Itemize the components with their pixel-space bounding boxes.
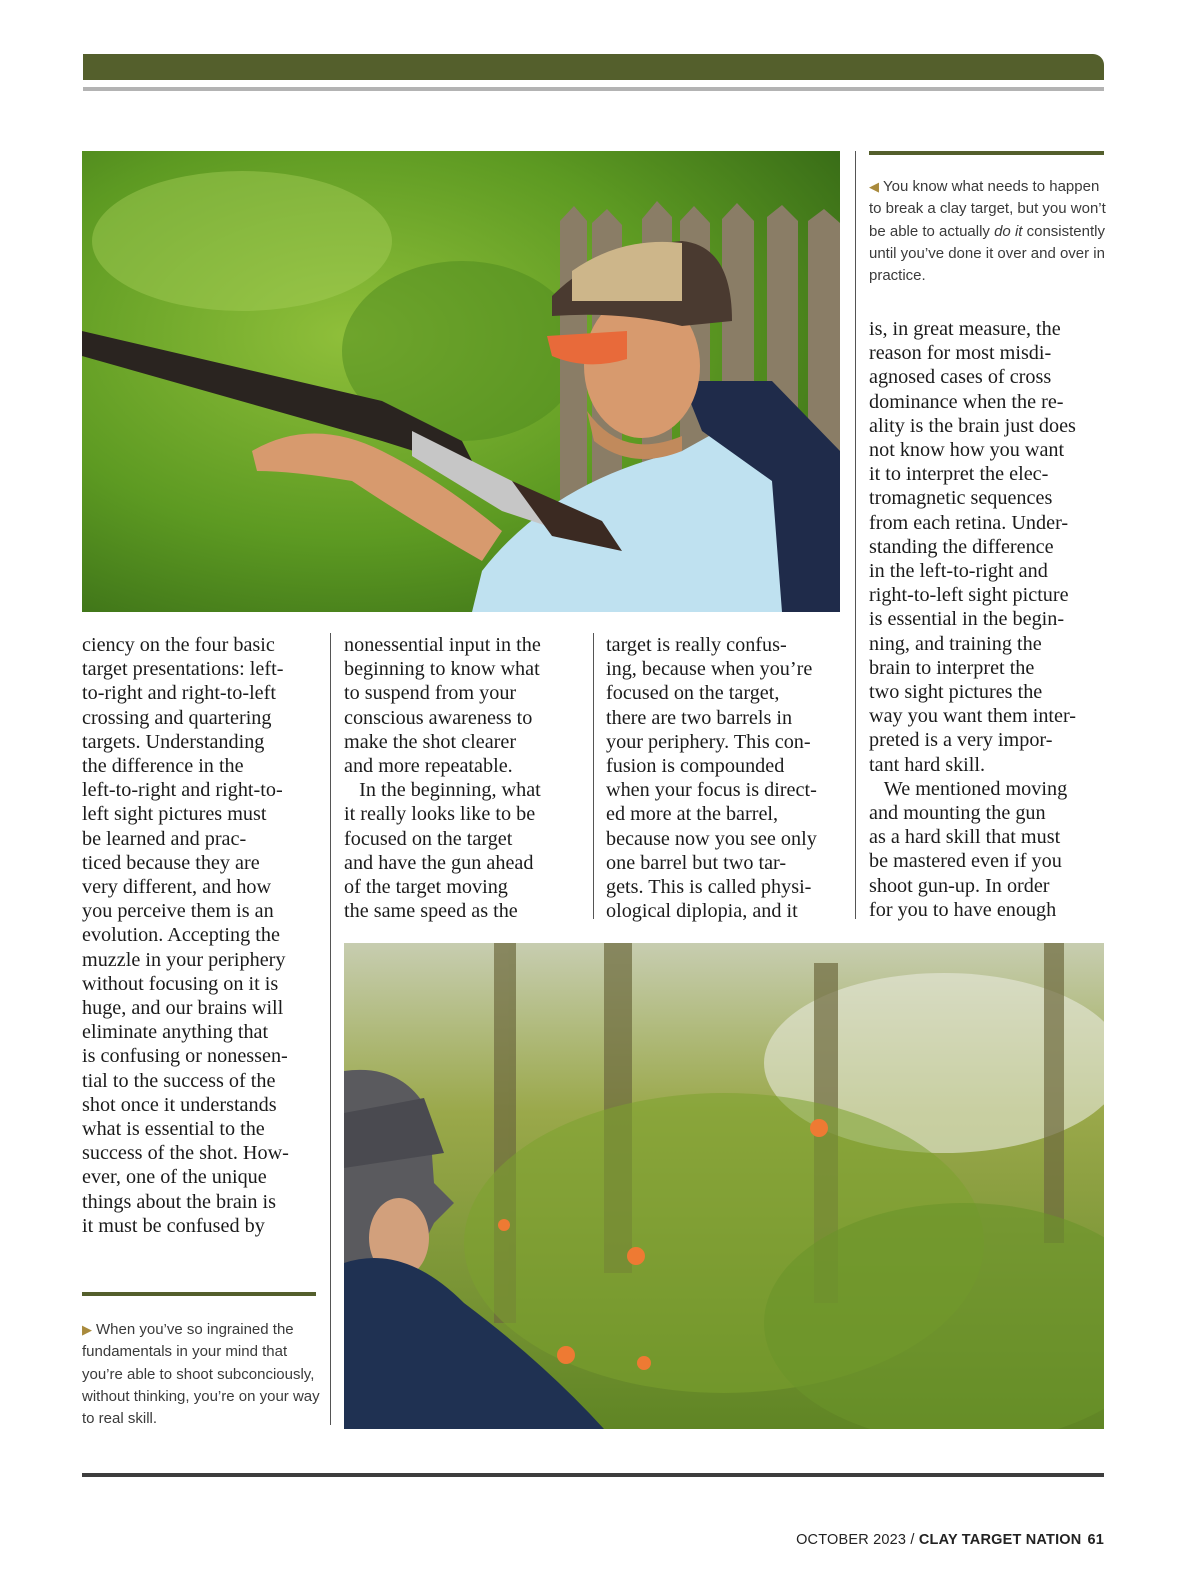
text-line: in the left-to-right and [869,560,1048,583]
text-line: standing the difference [869,535,1054,558]
page-number: 61 [1087,1532,1104,1548]
text-line: to-right and right-to-left [82,682,276,705]
text-line: focused on the target, [606,682,780,705]
text-column-1 [82,633,322,1238]
text-line: evolution. Accepting the [82,924,280,947]
footer-magazine: CLAY TARGET NATION [918,1532,1082,1548]
text-line: things about the brain is [82,1190,276,1213]
text-column-3 [606,633,846,923]
text-line: for you to have enough [869,898,1057,921]
text-line: make the shot clearer [344,730,517,753]
text-line: target presentations: left- [82,658,284,681]
text-line: it really looks like to be [344,803,536,826]
text-line: ever, one of the unique [82,1166,267,1189]
text-line: beginning to know what [344,658,540,681]
text-line: ed more at the barrel, [606,803,779,826]
text-line: right-to-left sight picture [869,584,1069,607]
text-line: the same speed as the [344,900,518,923]
text-line: shot once it understands [82,1093,277,1116]
column-divider-1 [330,633,331,1425]
triangle-right-icon: ▶ [82,1322,92,1337]
text-line: your periphery. This con- [606,730,811,753]
text-line: ality is the brain just does [869,414,1076,437]
text-line: target is really confus- [606,634,787,656]
text-line: In the beginning, what [344,779,541,802]
caption-top-rule [869,151,1104,155]
text-line: is essential in the begin- [869,608,1065,631]
text-line: it to interpret the elec- [869,463,1049,486]
text-line: when your focus is direct- [606,779,817,802]
text-line: ological diplopia, and it [606,900,798,923]
text-line: one barrel but two tar- [606,851,787,874]
caption-bottom: ▶ When you’ve so ingrained the fundamentals in your mind that you’re able to shoot subconciously, without thinking, you’re on your way to real skill. [82,1321,320,1428]
text-line: nonessential input in the [344,634,541,656]
text-line: gets. This is called physi- [606,876,812,899]
text-line: as a hard skill that must [869,826,1061,849]
footer-rule [82,1473,1104,1477]
text-line: two sight pictures the [869,681,1043,704]
text-line: ning, and training the [869,632,1042,655]
text-line: tial to the success of the [82,1069,276,1092]
text-line: of the target moving [344,876,508,899]
text-line: it must be confused by [82,1214,265,1237]
caption-top: ◀ You know what needs to happen to break a clay target, but you won’t be able to actually do it consistently until you’ve done it over and over in practice. [869,178,1106,285]
text-line: focused on the target [344,827,513,850]
text-line: and mounting the gun [869,802,1046,825]
header-rule [83,87,1104,91]
text-line: brain to interpret the [869,656,1035,679]
text-line: fusion is compounded [606,755,785,778]
text-line: agnosed cases of cross [869,366,1052,389]
text-column-2 [344,633,584,923]
text-line: is confusing or nonessen- [82,1045,288,1068]
photo-shooter-with-shotgun [82,151,840,612]
text-line: ciency on the four basic [82,634,275,656]
text-line: eliminate anything that [82,1021,269,1044]
text-line: without focusing on it is [82,972,279,995]
text-line: to suspend from your [344,682,517,705]
text-line: tromagnetic sequences [869,487,1053,510]
text-line: way you want them inter- [869,705,1077,728]
text-line: reason for most misdi- [869,342,1052,365]
page-footer [796,1532,1104,1548]
caption-bottom-rule [82,1292,316,1296]
text-line: be learned and prac- [82,827,247,850]
text-line: targets. Understanding [82,730,265,753]
text-line: success of the shot. How- [82,1142,289,1165]
text-line: be mastered even if you [869,850,1062,873]
text-line: and have the gun ahead [344,851,534,874]
text-line: ing, because when you’re [606,658,813,681]
text-line: there are two barrels in [606,706,793,729]
text-line: ticed because they are [82,851,260,874]
text-line: tant hard skill. [869,753,986,776]
text-line: and more repeatable. [344,755,513,778]
text-line: dominance when the re- [869,390,1064,413]
text-line: huge, and our brains will [82,997,284,1020]
header-bar [83,54,1104,80]
text-line: muzzle in your periphery [82,948,286,971]
text-line: conscious awareness to [344,706,533,729]
text-line: is, in great measure, the [869,318,1061,340]
photo-shooter-watching-targets [344,943,1104,1429]
text-line: shoot gun-up. In order [869,874,1050,897]
text-line: from each retina. Under- [869,511,1069,534]
text-line: preted is a very impor- [869,729,1053,752]
text-line: you perceive them is an [82,900,274,923]
text-line: the difference in the [82,755,244,778]
text-column-4 [869,317,1109,922]
text-line: left sight pictures must [82,803,267,826]
text-line: very different, and how [82,876,272,899]
text-line: not know how you want [869,439,1065,462]
column-divider-2 [593,633,594,919]
text-line: left-to-right and right-to- [82,779,283,802]
text-line: crossing and quartering [82,706,272,729]
text-line: what is essential to the [82,1118,265,1141]
column-divider-4 [855,151,856,919]
triangle-left-icon: ◀ [869,179,879,194]
text-line: because now you see only [606,827,817,850]
text-line: We mentioned moving [869,777,1068,800]
footer-date: OCTOBER 2023 / [796,1532,919,1548]
